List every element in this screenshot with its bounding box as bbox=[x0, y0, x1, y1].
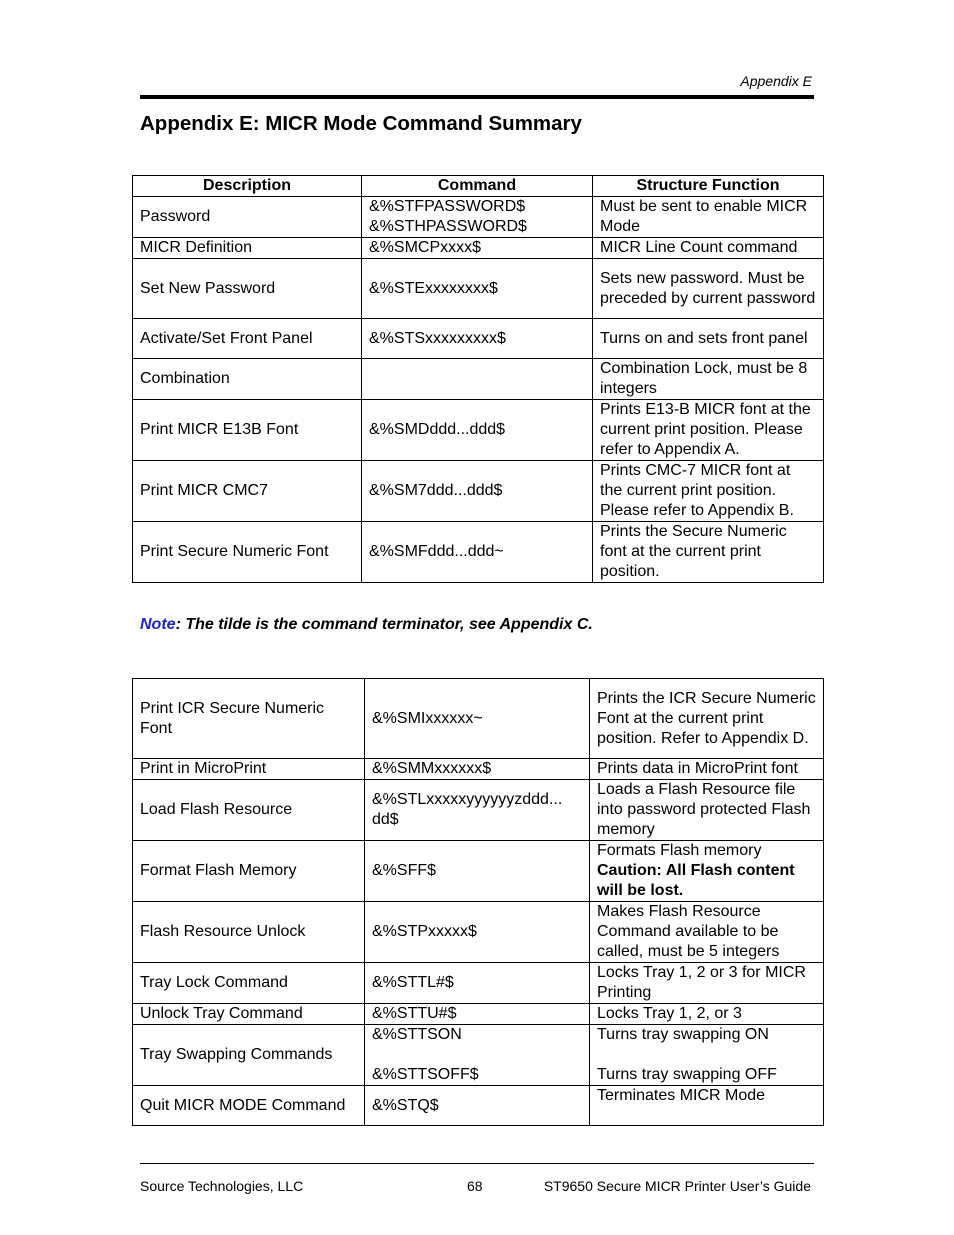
command-cell: &%STPxxxxx$ bbox=[365, 902, 590, 963]
description-cell: Activate/Set Front Panel bbox=[133, 319, 362, 359]
table-row bbox=[133, 238, 824, 259]
table-row bbox=[133, 963, 824, 1004]
column-header-structure-function: Structure Function bbox=[593, 176, 824, 197]
table-row bbox=[133, 1004, 824, 1025]
description-cell: Tray Lock Command bbox=[133, 963, 365, 1004]
function-cell: Prints CMC-7 MICR font at the current print position. Please refer to Appendix B. bbox=[593, 461, 824, 522]
table-row bbox=[133, 461, 824, 522]
function-cell: MICR Line Count command bbox=[593, 238, 824, 259]
table-row bbox=[133, 259, 824, 319]
function-cell: Prints the ICR Secure Numeric Font at the current print position. Refer to Appendix D. bbox=[590, 679, 824, 759]
function-cell: Prints the Secure Numeric font at the current print position. bbox=[593, 522, 824, 583]
command-cell: &%SMMxxxxxx$ bbox=[365, 759, 590, 780]
description-cell: Unlock Tray Command bbox=[133, 1004, 365, 1025]
description-cell: Combination bbox=[133, 359, 362, 400]
table-row bbox=[133, 679, 824, 759]
table-row bbox=[133, 522, 824, 583]
table-row bbox=[133, 400, 824, 461]
table-row bbox=[133, 841, 824, 902]
function-cell: Must be sent to enable MICR Mode bbox=[593, 197, 824, 238]
footer-company: Source Technologies, LLC bbox=[140, 1178, 304, 1194]
command-cell: &%SFF$ bbox=[365, 841, 590, 902]
description-cell: Print MICR CMC7 bbox=[133, 461, 362, 522]
command-cell: &%STTU#$ bbox=[365, 1004, 590, 1025]
table-row bbox=[133, 759, 824, 780]
command-cell: &%SMIxxxxxx~ bbox=[365, 679, 590, 759]
note-text: : The tilde is the command terminator, see Appendix C. bbox=[175, 616, 593, 633]
command-cell: &%STLxxxxxyyyyyyzddd... dd$ bbox=[365, 780, 590, 841]
table-row bbox=[133, 780, 824, 841]
description-cell: Print ICR Secure Numeric Font bbox=[133, 679, 365, 759]
command-cell: &%STTL#$ bbox=[365, 963, 590, 1004]
column-header-description: Description bbox=[133, 176, 362, 197]
function-cell bbox=[590, 841, 824, 902]
description-cell: Print Secure Numeric Font bbox=[133, 522, 362, 583]
function-cell: Locks Tray 1, 2, or 3 bbox=[590, 1004, 824, 1025]
note-label: Note bbox=[140, 616, 176, 633]
description-cell: Print in MicroPrint bbox=[133, 759, 365, 780]
command-table-1 bbox=[132, 175, 824, 583]
description-cell: Print MICR E13B Font bbox=[133, 400, 362, 461]
description-cell: Password bbox=[133, 197, 362, 238]
note bbox=[140, 616, 593, 634]
command-cell: &%SMDddd...ddd$ bbox=[362, 400, 593, 461]
page-title: Appendix E: MICR Mode Command Summary bbox=[140, 112, 582, 135]
function-cell: Terminates MICR Mode bbox=[590, 1086, 824, 1126]
command-cell: &%STExxxxxxxx$ bbox=[362, 259, 593, 319]
table-row bbox=[133, 359, 824, 400]
command-cell: &%STQ$ bbox=[365, 1086, 590, 1126]
function-text: Formats Flash memory bbox=[597, 842, 762, 859]
table-row bbox=[133, 902, 824, 963]
command-cell: &%SMCPxxxx$ bbox=[362, 238, 593, 259]
column-header-command: Command bbox=[362, 176, 593, 197]
function-cell: Locks Tray 1, 2 or 3 for MICR Printing bbox=[590, 963, 824, 1004]
command-cell bbox=[362, 359, 593, 400]
table-row bbox=[133, 197, 824, 238]
description-cell: Load Flash Resource bbox=[133, 780, 365, 841]
header-rule bbox=[140, 95, 814, 99]
caution-text: Caution: All Flash content will be lost. bbox=[597, 862, 795, 899]
footer-guide-title: ST9650 Secure MICR Printer User’s Guide bbox=[543, 1178, 811, 1194]
description-cell: Quit MICR MODE Command bbox=[133, 1086, 365, 1126]
command-cell: &%SMFddd...ddd~ bbox=[362, 522, 593, 583]
command-cell: &%STFPASSWORD$ &%STHPASSWORD$ bbox=[362, 197, 593, 238]
function-cell: Prints data in MicroPrint font bbox=[590, 759, 824, 780]
function-cell: Prints E13-B MICR font at the current print position. Please refer to Appendix A. bbox=[593, 400, 824, 461]
command-cell: &%SM7ddd...ddd$ bbox=[362, 461, 593, 522]
description-cell: Set New Password bbox=[133, 259, 362, 319]
function-cell: Turns on and sets front panel bbox=[593, 319, 824, 359]
function-cell: Combination Lock, must be 8 integers bbox=[593, 359, 824, 400]
footer-rule bbox=[140, 1163, 814, 1164]
table-row bbox=[133, 1025, 824, 1086]
table-row bbox=[133, 319, 824, 359]
function-cell: Sets new password. Must be preceded by current password bbox=[593, 259, 824, 319]
page-number: 68 bbox=[467, 1178, 483, 1194]
function-cell: Turns tray swapping ON Turns tray swapping OFF bbox=[590, 1025, 824, 1086]
description-cell: MICR Definition bbox=[133, 238, 362, 259]
running-head: Appendix E bbox=[740, 73, 812, 89]
command-table-2 bbox=[132, 678, 824, 1126]
description-cell: Tray Swapping Commands bbox=[133, 1025, 365, 1086]
description-cell: Flash Resource Unlock bbox=[133, 902, 365, 963]
function-cell: Makes Flash Resource Command available to be called, must be 5 integers bbox=[590, 902, 824, 963]
description-cell: Format Flash Memory bbox=[133, 841, 365, 902]
command-cell: &%STSxxxxxxxxx$ bbox=[362, 319, 593, 359]
function-cell: Loads a Flash Resource file into password protected Flash memory bbox=[590, 780, 824, 841]
command-cell: &%STTSON &%STTSOFF$ bbox=[365, 1025, 590, 1086]
table-row bbox=[133, 1086, 824, 1126]
